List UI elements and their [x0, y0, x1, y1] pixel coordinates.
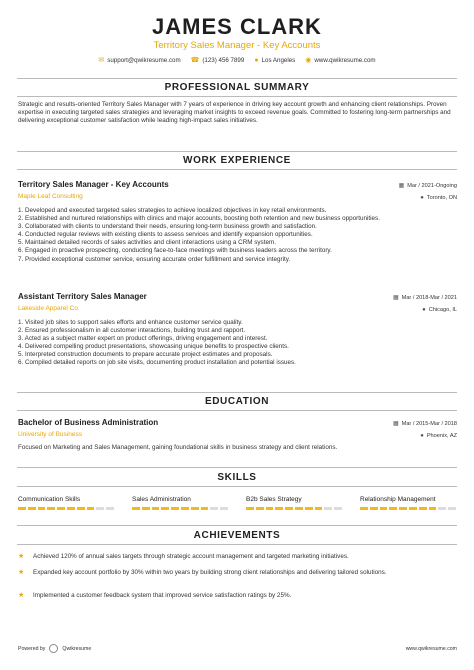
achievement-text: Achieved 120% of annual sales targets through strategic account management and targeted marketing initiatives.	[33, 553, 349, 560]
job-location	[422, 307, 457, 313]
skills-heading: SKILLS	[217, 472, 257, 483]
achievement-item	[18, 569, 456, 577]
email-icon: ✉	[98, 57, 105, 64]
divider	[17, 486, 457, 487]
achievements-heading: ACHIEVEMENTS	[193, 530, 281, 541]
footer-branding	[18, 644, 91, 653]
website-text: www.qwikresume.com	[314, 56, 376, 64]
skill-level-bar	[132, 507, 228, 510]
brand-text[interactable]: Qwikresume	[62, 645, 92, 652]
list-item: 4. Delivered compelling product presentations, showcasing unique benefits to prospective clients.	[18, 343, 289, 351]
job-company: Lakeside Apparel Co	[18, 305, 78, 312]
divider	[17, 525, 457, 526]
skill-level-segment	[96, 507, 104, 510]
summary-heading: PROFESSIONAL SUMMARY	[164, 82, 310, 93]
experience-heading: WORK EXPERIENCE	[183, 155, 291, 166]
achievement-text: Expanded key account portfolio by 30% within two years by building strong client relationships and delivering tailored solutions.	[33, 569, 387, 576]
skill-level-segment	[360, 507, 368, 510]
list-item: 7. Provided exceptional customer service, ensuring accurate order fulfillment and service integrity.	[18, 255, 291, 263]
skill-level-segment	[87, 507, 95, 510]
divider	[17, 78, 457, 79]
skill-level-segment	[429, 507, 437, 510]
job-location	[420, 195, 457, 201]
skill-level-segment	[201, 507, 209, 510]
school-name: University of Business	[18, 431, 82, 438]
star-icon: ★	[18, 569, 25, 576]
calendar-icon: ▦	[392, 295, 399, 301]
skill-level-segment	[220, 507, 228, 510]
skill-level-segment	[266, 507, 274, 510]
summary-text: Strategic and results-oriented Territory Sales Manager with 7 years of experience in driving key account growth and enhancing client relationships. Proven expertise in executing targeted sales strategies and leveraging market insights to exceed revenue goals. Committed to fostering long-term partnerships and delivering exceptional customer satisfaction while leading high-impact sales initiatives.	[18, 101, 451, 125]
skill-label: Relationship Management	[360, 496, 436, 503]
divider	[17, 151, 457, 152]
achievement-text: Implemented a customer feedback system that improved service satisfaction ratings by 25%.	[33, 592, 292, 599]
skill-level-bar	[360, 507, 456, 510]
skill-item	[132, 496, 228, 510]
skill-level-segment	[438, 507, 446, 510]
skill-level-segment	[448, 507, 456, 510]
divider	[17, 96, 457, 97]
skill-level-segment	[191, 507, 199, 510]
job-dates-text: Mar / 2018-Mar / 2021	[401, 294, 457, 301]
skill-level-segment	[161, 507, 169, 510]
skill-level-segment	[380, 507, 388, 510]
skill-level-segment	[409, 507, 417, 510]
contact-website[interactable]	[305, 56, 375, 64]
skill-level-segment	[132, 507, 140, 510]
skill-label: Communication Skills	[18, 496, 81, 503]
skill-level-segment	[334, 507, 342, 510]
job-location-text: Toronto, ON	[426, 195, 457, 201]
skill-level-segment	[47, 507, 55, 510]
skill-item	[18, 496, 114, 510]
skill-level-segment	[18, 507, 26, 510]
divider	[17, 410, 457, 411]
footer-website[interactable]: www.qwikresume.com	[405, 646, 457, 652]
job-dates	[393, 294, 457, 301]
skill-label: B2b Sales Strategy	[246, 496, 302, 503]
list-item: 2. Ensured professionalism in all customer interactions, building trust and rapport.	[18, 327, 246, 335]
skill-level-segment	[28, 507, 36, 510]
skill-level-segment	[285, 507, 293, 510]
skill-level-segment	[256, 507, 264, 510]
education-location-text: Phoenix, AZ	[426, 433, 457, 439]
location-pin-icon: ●	[420, 195, 424, 201]
contact-bar	[0, 56, 474, 64]
list-item: 6. Compiled detailed reports on job site visits, documenting product installation and potential issues.	[18, 359, 296, 367]
calendar-icon: ▦	[398, 183, 405, 189]
star-icon: ★	[18, 592, 25, 599]
job-company: Maple Leaf Consulting	[18, 193, 83, 200]
list-item: 5. Maintained detailed records of sales activities and client interactions using a CRM system.	[18, 239, 276, 247]
skill-level-segment	[370, 507, 378, 510]
star-icon: ★	[18, 553, 25, 560]
contact-email[interactable]	[98, 56, 180, 64]
skill-level-segment	[399, 507, 407, 510]
location-pin-icon: ●	[254, 56, 259, 64]
skill-level-segment	[57, 507, 65, 510]
divider	[17, 392, 457, 393]
divider	[17, 544, 457, 545]
skill-level-segment	[246, 507, 254, 510]
list-item: 3. Collaborated with clients to understand their needs, ensuring long-term business growth and satisfaction.	[18, 223, 317, 231]
calendar-icon: ▦	[392, 421, 399, 427]
phone-icon: ☎	[190, 57, 200, 64]
job-location-text: Chicago, IL	[428, 307, 457, 313]
skill-level-segment	[295, 507, 303, 510]
candidate-name: JAMES CLARK	[152, 14, 322, 39]
list-item: 1. Developed and executed targeted sales strategies to achieve localized objectives in key retail environments.	[18, 207, 327, 214]
degree-title: Bachelor of Business Administration	[18, 418, 159, 427]
skill-item	[360, 496, 456, 510]
job-dates-text: Mar / 2021-Ongoing	[407, 182, 457, 189]
list-item: 6. Engaged in proactive prospecting, conducting face-to-face meetings with business leaders across the territory.	[18, 247, 332, 255]
education-dates-text: Mar / 2015-Mar / 2018	[401, 420, 457, 427]
skill-level-segment	[181, 507, 189, 510]
skill-level-segment	[142, 507, 150, 510]
skill-level-bar	[18, 507, 114, 510]
job-title: Territory Sales Manager - Key Accounts	[18, 180, 169, 189]
job-bullets	[18, 207, 456, 264]
powered-by-text: Powered by	[18, 645, 46, 652]
location-pin-icon: ●	[422, 307, 426, 313]
achievement-item	[18, 592, 456, 600]
phone-text: (123) 456 7899	[202, 56, 245, 64]
skill-level-segment	[389, 507, 397, 510]
skills-list	[18, 496, 456, 510]
location-text: Los Angeles	[261, 56, 296, 64]
globe-icon: ◉	[305, 57, 312, 64]
education-text: Focused on Marketing and Sales Management, gaining foundational skills in business strategy and client relations.	[18, 444, 338, 451]
list-item: 5. Interpreted construction documents to prepare accurate project estimates and proposals.	[18, 351, 273, 359]
skill-level-segment	[106, 507, 114, 510]
list-item: 2. Established and nurtured relationships with clinics and major accounts, boosting both retention and new business opportunities.	[18, 215, 380, 223]
skill-level-segment	[305, 507, 313, 510]
skill-label: Sales Administration	[132, 496, 191, 503]
job-title: Assistant Territory Sales Manager	[18, 292, 147, 301]
skill-level-segment	[210, 507, 218, 510]
contact-location	[254, 56, 295, 64]
skill-level-segment	[171, 507, 179, 510]
list-item: 4. Conducted regular reviews with existing clients to assess services and identify expansion opportunities.	[18, 231, 313, 239]
achievement-item	[18, 553, 456, 561]
skill-level-segment	[275, 507, 283, 510]
skill-level-segment	[38, 507, 46, 510]
list-item: 3. Acted as a subject matter expert on product offerings, driving engagement and interest.	[18, 335, 268, 343]
job-dates	[399, 182, 457, 189]
email-text: support@qwikresume.com	[107, 56, 181, 64]
qwikresume-logo-icon	[49, 644, 58, 653]
skill-level-segment	[77, 507, 85, 510]
skill-level-segment	[324, 507, 332, 510]
list-item: 1. Visited job sites to support sales efforts and enhance customer service quality.	[18, 319, 243, 326]
skill-level-bar	[246, 507, 342, 510]
location-pin-icon: ●	[420, 433, 424, 439]
divider	[17, 467, 457, 468]
skill-item	[246, 496, 342, 510]
candidate-role: Territory Sales Manager - Key Accounts	[153, 40, 321, 51]
education-location	[420, 433, 457, 439]
skill-level-segment	[152, 507, 160, 510]
education-dates	[393, 420, 457, 427]
contact-phone[interactable]	[191, 56, 245, 64]
job-bullets	[18, 319, 456, 368]
divider	[17, 169, 457, 170]
skill-level-segment	[419, 507, 427, 510]
education-heading: EDUCATION	[204, 396, 270, 407]
skill-level-segment	[315, 507, 323, 510]
skill-level-segment	[67, 507, 75, 510]
